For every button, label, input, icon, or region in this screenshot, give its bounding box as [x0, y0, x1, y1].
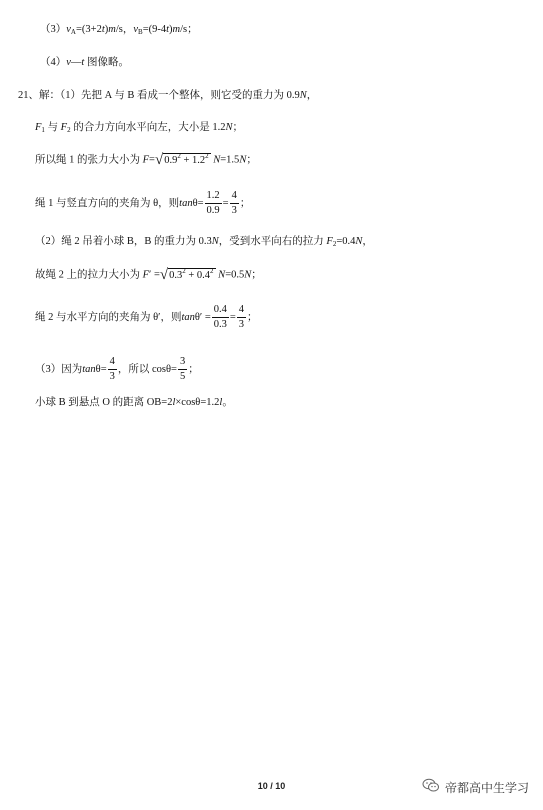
- watermark-text: 帝都高中生学习: [444, 780, 529, 795]
- fraction: $\frac{4}{3}$: [109, 356, 115, 382]
- watermark: [422, 778, 529, 796]
- cos-line: （3）因为 tan θ= $\frac{4}{3}$ ，所以 cosθ= $\frac{3}{5}$ ；: [35, 356, 199, 382]
- fraction: $\frac{3}{5}$: [179, 356, 186, 382]
- distance-line: 小球 B 到悬点 O 的距离 OB=2l×cosθ=1.2l。: [35, 397, 233, 408]
- page-number: 10 / 10: [257, 781, 286, 791]
- fraction: $\frac{4}{3}$: [231, 190, 237, 216]
- fraction: $\frac{1.2}{0.9}$: [206, 190, 220, 216]
- sqrt-expression: √ $0.9^2 + 1.2^2$: [154, 152, 209, 168]
- wechat-icon: [422, 778, 445, 796]
- sqrt-expression: √ $0.3^2 + 0.4^2$: [159, 267, 214, 283]
- resultant-force-line: $F_1$ 与 $F_2$ 的合力方向水平向左，大小是 1.2N；: [35, 122, 243, 134]
- fraction: $\frac{4}{3}$: [238, 304, 245, 330]
- answer-3-line: $(3)v_A=(3+2t)m/s$，$v_B=(9-4t)m/s$；: [40, 24, 198, 36]
- rope2-tension-line: 故绳 2 上的拉力大小为 F′ = √ $0.3^2 + 0.4^2$ N=0.5N；: [35, 267, 262, 283]
- fraction: $\frac{0.4}{0.3}$: [213, 304, 227, 330]
- problem-21-heading: 21、解：（1）先把 A 与 B 看成一个整体，则它受的重力为 0.9N，: [18, 90, 318, 101]
- rope1-tension-line: 所以绳 1 的张力大小为 F= √ $0.9^2 + 1.2^2$ N=1.5N；: [35, 152, 257, 168]
- rope2-angle-line: 绳 2 与水平方向的夹角为 θ′，则 tan θ′ = $\frac{0.4}{0.3}$ = $\frac{4}{3}$ ；: [35, 304, 258, 330]
- answer-4-line: （4）v—t 图像略。: [40, 57, 129, 68]
- rope1-angle-line: 绳 1 与竖直方向的夹角为 θ，则 tan θ= $\frac{1.2}{0.9}$ = $\frac{4}{3}$ ；: [35, 190, 251, 216]
- rope2-forces-line: （2）绳 2 吊着小球 B，B 的重力为 0.3N，受到水平向右的拉力 $F_2=0.4N$，: [35, 236, 373, 248]
